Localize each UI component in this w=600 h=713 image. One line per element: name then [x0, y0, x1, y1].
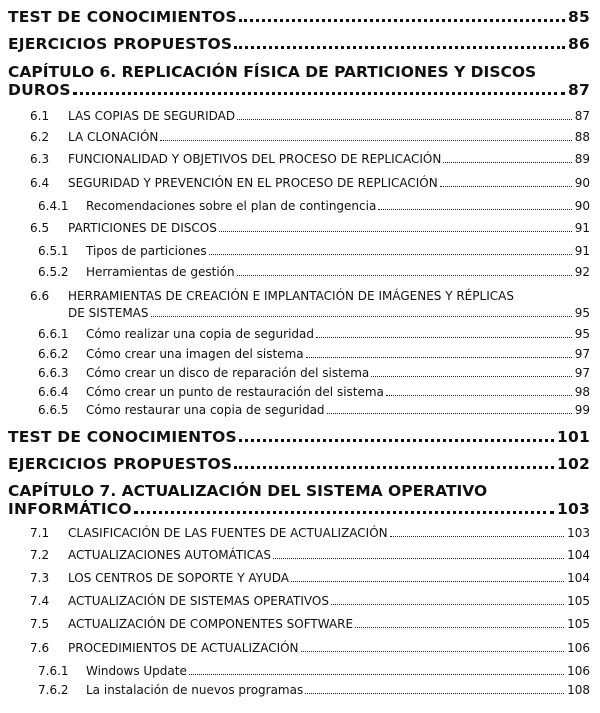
dot-leader [301, 651, 565, 652]
page-number: 104 [567, 548, 590, 562]
section-title: Recomendaciones sobre el plan de contingencia [86, 199, 377, 213]
toc-line [8, 455, 590, 473]
section-title: ACTUALIZACIONES AUTOMÁTICAS [68, 548, 271, 562]
toc-line [68, 109, 590, 123]
section-number: 6.3 [30, 152, 50, 166]
toc-line [8, 35, 590, 53]
page-number: 103 [567, 526, 590, 540]
dot-leader [209, 254, 572, 255]
section-title: Herramientas de gestión [86, 265, 235, 279]
dot-leader [306, 357, 572, 358]
dot-leader [390, 536, 564, 537]
section-title: Cómo crear un punto de restauración del sistema [86, 385, 384, 399]
page-number: 106 [567, 664, 590, 678]
dot-leader [331, 604, 564, 605]
toc-line [86, 244, 590, 258]
toc-line [68, 526, 590, 540]
dot-leader [291, 581, 564, 582]
toc-line [86, 265, 590, 279]
chapter-title-line2: DUROS [8, 81, 71, 99]
page-number: 86 [568, 35, 590, 53]
toc-line [68, 641, 590, 655]
page-number: 89 [574, 152, 590, 166]
toc-line [86, 385, 590, 399]
dot-leader [160, 140, 571, 141]
dot-leader [355, 627, 564, 628]
dot-leader [189, 674, 564, 675]
section-number: 6.2 [30, 130, 50, 144]
chapter-title-line2: INFORMÁTICO [8, 500, 132, 518]
page-number: 104 [567, 571, 590, 585]
section-number: 7.2 [30, 548, 50, 562]
section-title: Tipos de particiones [86, 244, 207, 258]
toc-line [8, 428, 590, 446]
dot-leader [73, 92, 565, 95]
dot-leader [134, 511, 554, 514]
section-title: PARTICIONES DE DISCOS [68, 221, 217, 235]
page-number: 87 [568, 81, 590, 99]
dot-leader [234, 466, 554, 469]
section-title: LAS COPIAS DE SEGURIDAD [68, 109, 236, 123]
section-title: Cómo crear un disco de reparación del sistema [86, 366, 370, 380]
section-title: LOS CENTROS DE SOPORTE Y AYUDA [68, 571, 289, 585]
page-number: 101 [557, 428, 590, 446]
section-number: 6.4.1 [38, 199, 69, 213]
section-number: 7.5 [30, 617, 50, 631]
section-title: La instalación de nuevos programas [86, 683, 304, 697]
section-number: 6.5.1 [38, 244, 69, 258]
page-number: 88 [574, 130, 590, 144]
dot-leader [237, 275, 572, 276]
section-number: 7.6.2 [38, 683, 69, 697]
chapter-title-line1: CAPÍTULO 7. ACTUALIZACIÓN DEL SISTEMA OPERATIVO [8, 482, 488, 500]
dot-leader [237, 119, 572, 120]
toc-line [68, 130, 590, 144]
dot-leader [378, 209, 571, 210]
dot-leader [327, 413, 572, 414]
page-number: 95 [574, 327, 590, 341]
dot-leader [219, 231, 572, 232]
section-title: ACTUALIZACIÓN DE SISTEMAS OPERATIVOS [68, 594, 329, 608]
toc-line [68, 617, 590, 631]
section-title: ACTUALIZACIÓN DE COMPONENTES SOFTWARE [68, 617, 354, 631]
section-number: 7.6.1 [38, 664, 69, 678]
section-number: 6.6.2 [38, 347, 69, 361]
entry-title: TEST DE CONOCIMIENTOS [8, 8, 237, 26]
section-number: 6.5 [30, 221, 50, 235]
section-title: LA CLONACIÓN [68, 130, 159, 144]
dot-leader [305, 693, 564, 694]
dot-leader [239, 439, 554, 442]
dot-leader [234, 46, 565, 49]
page-number: 108 [567, 683, 590, 697]
section-number: 6.6 [30, 289, 50, 303]
toc-line [86, 199, 590, 213]
dot-leader [440, 186, 572, 187]
dot-leader [316, 337, 572, 338]
section-number: 6.5.2 [38, 265, 69, 279]
section-title: Cómo realizar una copia de seguridad [86, 327, 315, 341]
section-number: 6.6.5 [38, 403, 69, 417]
toc-line [86, 347, 590, 361]
toc-line [86, 327, 590, 341]
toc-line [86, 664, 590, 678]
dot-leader [371, 376, 571, 377]
toc-line [8, 8, 590, 26]
section-number: 6.6.4 [38, 385, 69, 399]
section-title: PROCEDIMIENTOS DE ACTUALIZACIÓN [68, 641, 299, 655]
toc-line [68, 571, 590, 585]
dot-leader [273, 558, 564, 559]
chapter-title-line1: CAPÍTULO 6. REPLICACIÓN FÍSICA DE PARTICIONES Y DISCOS [8, 63, 537, 81]
dot-leader [151, 316, 572, 317]
page-number: 97 [574, 366, 590, 380]
section-number: 7.6 [30, 641, 50, 655]
section-title: SEGURIDAD Y PREVENCIÓN EN EL PROCESO DE REPLICACIÓN [68, 176, 438, 190]
page-number: 91 [574, 244, 590, 258]
page-number: 95 [574, 306, 590, 320]
page-number: 92 [574, 265, 590, 279]
page-number: 105 [567, 617, 590, 631]
toc-line [8, 81, 590, 99]
section-number: 6.6.3 [38, 366, 69, 380]
section-title: Windows Update [86, 664, 187, 678]
section-title-line2: DE SISTEMAS [68, 306, 149, 320]
entry-title: TEST DE CONOCIMIENTOS [8, 428, 237, 446]
page-number: 85 [568, 8, 590, 26]
toc-line [68, 548, 590, 562]
page-number: 99 [574, 403, 590, 417]
dot-leader [386, 395, 572, 396]
page-number: 91 [574, 221, 590, 235]
toc-line [68, 176, 590, 190]
section-title: CLASIFICACIÓN DE LAS FUENTES DE ACTUALIZACIÓN [68, 526, 388, 540]
toc-line [68, 306, 590, 320]
section-title: FUNCIONALIDAD Y OBJETIVOS DEL PROCESO DE REPLICACIÓN [68, 152, 442, 166]
entry-title: EJERCICIOS PROPUESTOS [8, 35, 233, 53]
section-title: Cómo crear una imagen del sistema [86, 347, 304, 361]
toc-line [86, 403, 590, 417]
page-number: 105 [567, 594, 590, 608]
section-number: 6.6.1 [38, 327, 69, 341]
page-number: 102 [557, 455, 590, 473]
page-number: 98 [574, 385, 590, 399]
toc-line [68, 221, 590, 235]
page-number: 103 [557, 500, 590, 518]
page-number: 97 [574, 347, 590, 361]
dot-leader [443, 162, 571, 163]
page-number: 87 [574, 109, 590, 123]
section-number: 7.3 [30, 571, 50, 585]
section-number: 7.4 [30, 594, 50, 608]
page-number: 90 [574, 176, 590, 190]
section-number: 6.1 [30, 109, 50, 123]
toc-line [8, 500, 590, 518]
toc-line [68, 152, 590, 166]
section-title: Cómo restaurar una copia de seguridad [86, 403, 325, 417]
toc-line [68, 594, 590, 608]
page-number: 90 [574, 199, 590, 213]
section-title-line1: HERRAMIENTAS DE CREACIÓN E IMPLANTACIÓN DE IMÁGENES Y RÉPLICAS [68, 289, 514, 303]
page-number: 106 [567, 641, 590, 655]
entry-title: EJERCICIOS PROPUESTOS [8, 455, 233, 473]
section-number: 7.1 [30, 526, 50, 540]
section-number: 6.4 [30, 176, 50, 190]
dot-leader [239, 19, 565, 22]
toc-line [86, 683, 590, 697]
toc-line [86, 366, 590, 380]
